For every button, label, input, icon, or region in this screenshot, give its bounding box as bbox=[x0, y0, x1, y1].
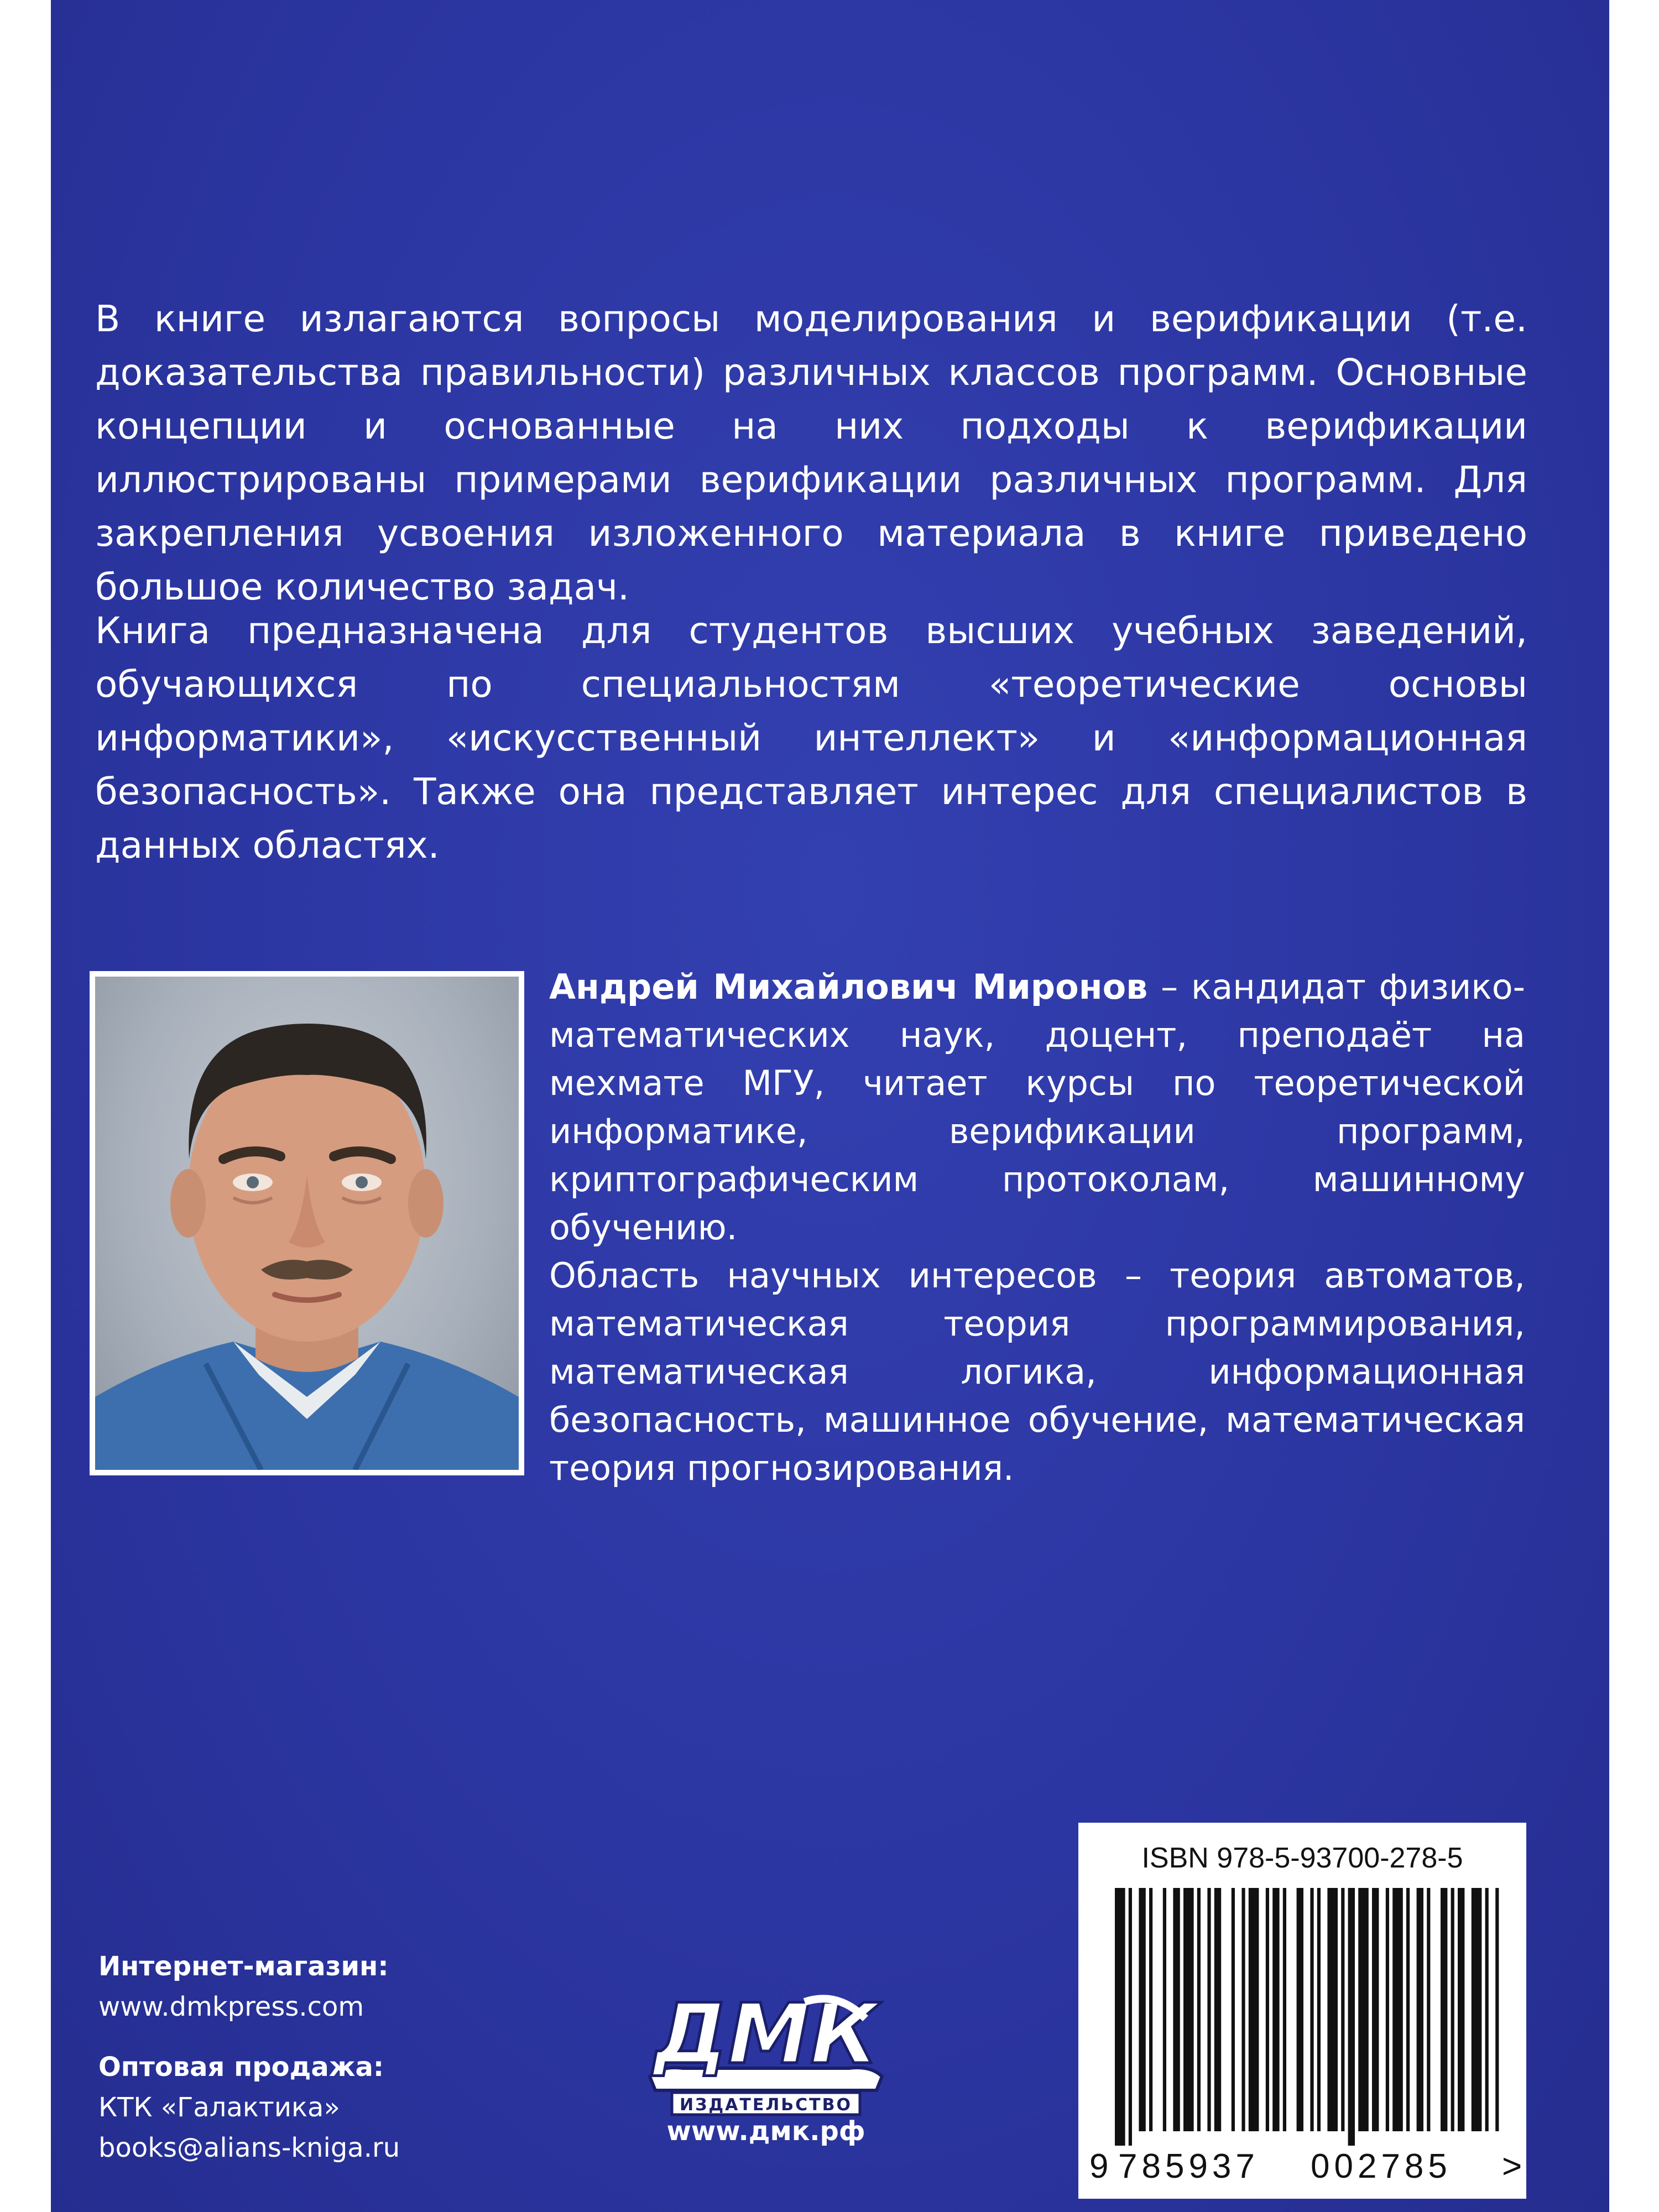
barcode-bar bbox=[1372, 1888, 1379, 2131]
barcode-bar bbox=[1241, 1888, 1245, 2131]
barcode-bar bbox=[1348, 1888, 1355, 2146]
barcode-bar bbox=[1310, 1888, 1313, 2131]
page-margin-right bbox=[1609, 0, 1659, 2212]
barcode-bar bbox=[1115, 1888, 1125, 2146]
description-paragraph-2: Книга предназначена для студентов высших учебных заведений, обучающихся по специальностям «теоретические основы информатики», «искусственный интеллект» и «информационная безопасность». Также она представляет интерес для специалистов в данных областях. bbox=[95, 609, 1527, 867]
barcode-bars bbox=[1113, 1888, 1500, 2146]
barcode-bar bbox=[1232, 1888, 1235, 2131]
barcode-bar bbox=[1129, 1888, 1132, 2146]
online-store-label: Интернет-магазин: bbox=[98, 1951, 389, 1982]
barcode-bar bbox=[1214, 1888, 1221, 2131]
barcode-bar bbox=[1427, 1888, 1430, 2131]
barcode-bar bbox=[1406, 1888, 1410, 2131]
publisher-logo-text: ДМК bbox=[654, 1986, 878, 2083]
publisher-logo bbox=[639, 1980, 893, 2118]
barcode-bar bbox=[1495, 1888, 1499, 2131]
author-portrait-illustration bbox=[95, 977, 519, 1470]
barcode-bar bbox=[1297, 1888, 1303, 2131]
author-photo-frame bbox=[90, 971, 524, 1475]
author-bio bbox=[549, 963, 1525, 1492]
isbn-text: ISBN 978-5-93700-278-5 bbox=[1141, 1842, 1463, 1874]
barcode-bar bbox=[1163, 1888, 1166, 2131]
barcode-bar bbox=[1207, 1888, 1211, 2131]
barcode-bar bbox=[1417, 1888, 1423, 2131]
barcode-bar bbox=[1149, 1888, 1152, 2131]
barcode-bar bbox=[1283, 1888, 1286, 2131]
author-photo bbox=[95, 977, 519, 1470]
barcode-bar bbox=[1458, 1888, 1464, 2131]
author-bio-paragraph-2: Область научных интересов – теория автоматов, математическая теория программирования, математическая логика, информационная безопасность, машинное обучение, математическая теория прогнозирования. bbox=[549, 1255, 1525, 1488]
barcode-digits-group-2: 002785 bbox=[1311, 2147, 1452, 2185]
barcode-bar bbox=[1139, 1888, 1145, 2131]
barcode-bar bbox=[1249, 1888, 1259, 2131]
barcode-bar bbox=[1441, 1888, 1447, 2131]
contacts-block bbox=[98, 1947, 486, 2168]
barcode-label bbox=[1078, 1823, 1526, 2199]
author-name: Андрей Михайлович Миронов bbox=[549, 967, 1148, 1007]
barcode-bar bbox=[1317, 1888, 1321, 2131]
barcode-bar bbox=[1197, 1888, 1201, 2131]
barcode-bar bbox=[1358, 1888, 1369, 2131]
barcode-bar bbox=[1183, 1888, 1194, 2131]
barcode-bar bbox=[1392, 1888, 1403, 2131]
barcode-bar bbox=[1272, 1888, 1279, 2131]
author-bio-text-1: – кандидат физико-математических наук, доцент, преподаёт на мехмате МГУ, читает курсы по теоретической информатике, верификации программ, криптографическим протоколам, машинному обучению. bbox=[549, 967, 1526, 1248]
wholesale-label: Оптовая продажа: bbox=[98, 2052, 384, 2083]
barcode-bar bbox=[1173, 1888, 1180, 2131]
barcode-bar bbox=[1451, 1888, 1454, 2131]
barcode-bar bbox=[1386, 1888, 1389, 2131]
barcode-bar bbox=[1327, 1888, 1338, 2131]
barcode-digits-group-1: 785937 bbox=[1118, 2147, 1259, 2185]
barcode-bar bbox=[1266, 1888, 1269, 2131]
publisher-logo-subtext: ИЗДАТЕЛЬСТВО bbox=[680, 2095, 852, 2115]
publisher-url: www.дмк.рф bbox=[666, 2116, 865, 2147]
wholesale-email: books@alians-kniga.ru bbox=[98, 2132, 400, 2163]
barcode-bar bbox=[1341, 1888, 1344, 2131]
barcode-bar bbox=[1485, 1888, 1489, 2131]
description-paragraph-1: В книге излагаются вопросы моделирования и верификации (т.е. доказательства правильности) различных классов программ. Основные концепции и основанные на них подходы к верификации иллюстрированы примерами верификации различных программ. Для закрепления усвоения изложенного материала в книге приведено большое количество задач. bbox=[95, 298, 1527, 608]
barcode-arrow: > bbox=[1502, 2147, 1522, 2185]
author-bio-paragraph-1 bbox=[549, 963, 1525, 1251]
wholesale-company: КТК «Галактика» bbox=[98, 2092, 340, 2123]
online-store-url: www.dmkpress.com bbox=[98, 1991, 364, 2022]
barcode-digit-first: 9 bbox=[1089, 2147, 1109, 2185]
barcode-bar bbox=[1472, 1888, 1482, 2131]
page-margin-left bbox=[0, 0, 51, 2212]
